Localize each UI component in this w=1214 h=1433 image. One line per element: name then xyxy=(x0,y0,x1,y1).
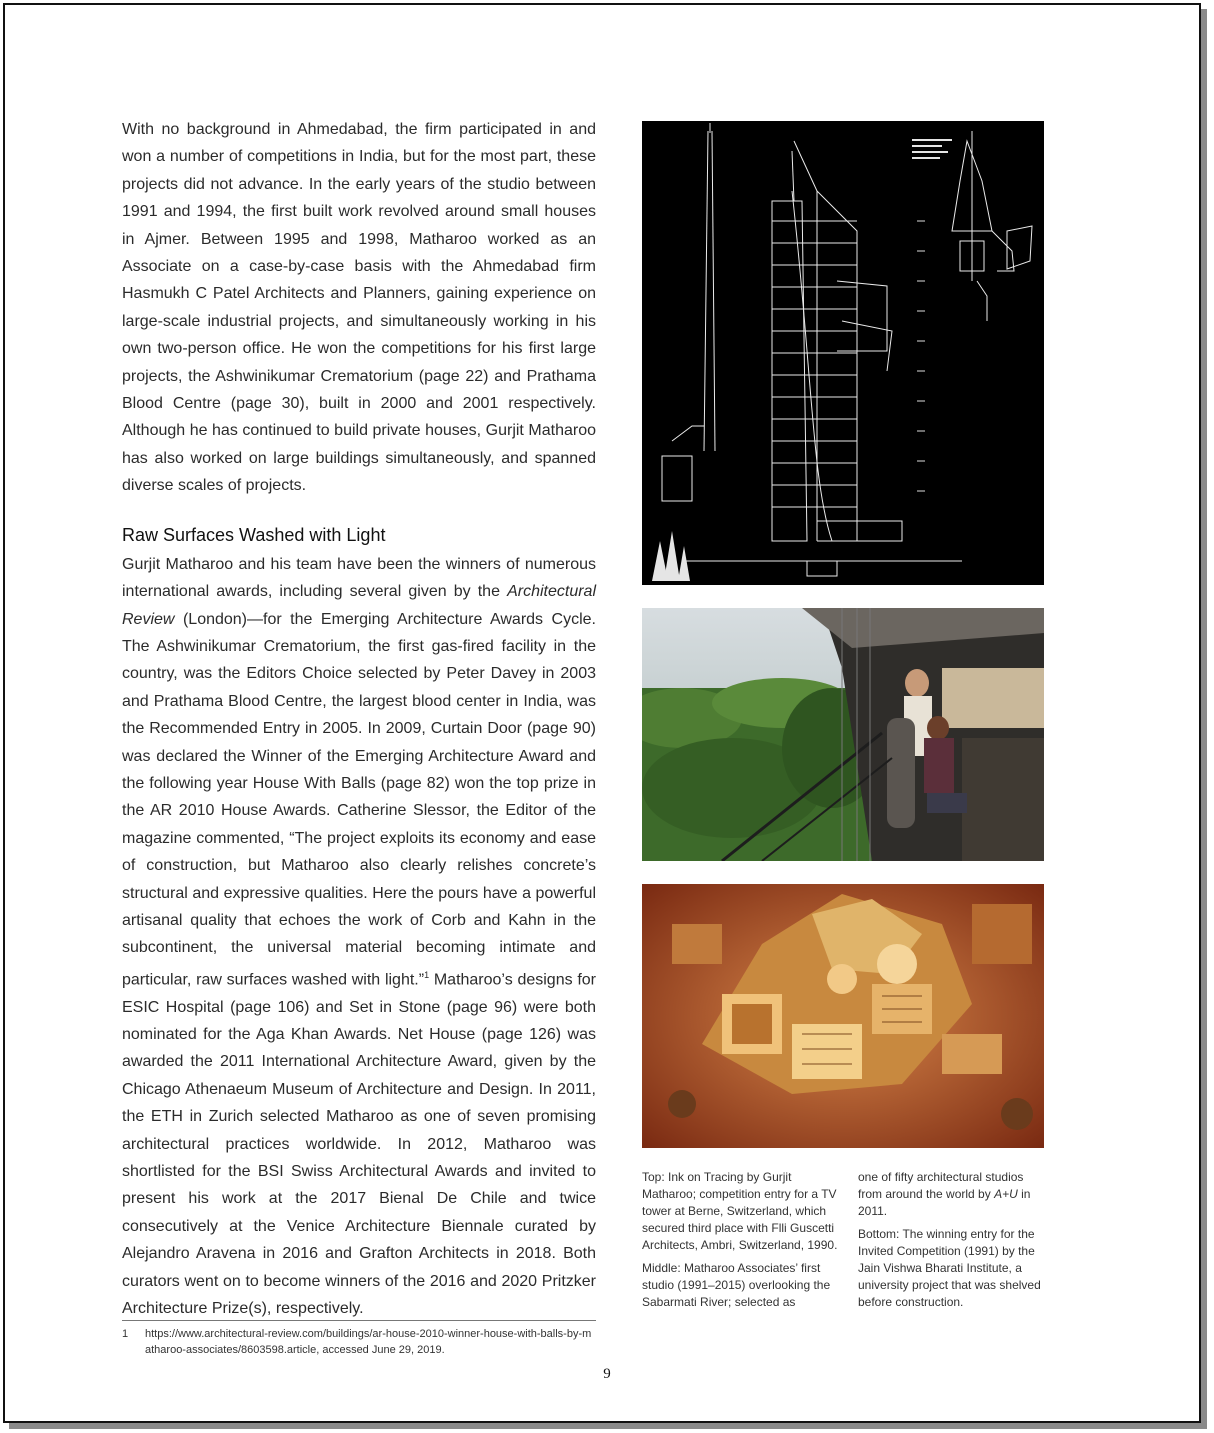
caption-column-left xyxy=(642,1169,842,1317)
footnote-text[interactable]: https://www.architectural-review.com/buildings/ar-house-2010-winner-house-with-balls-by-matharoo-associates/8603598.article, accessed June 29, 2019. xyxy=(145,1328,592,1356)
paragraph-2-part-c: Matharoo’s designs for ESIC Hospital (page 106) and Set in Stone (page 96) were both nominated for the Aga Khan Awards. Net House (page 126) was awarded the 2011 International Architecture Award, given by the Chicago Athenaeum Museum of Architecture and Design. In 2011, the ETH in Zurich selected Matharoo as one of seven promising architectural practices worldwide. In 2012, Matharoo was shortlisted for the BSI Swiss Architectural Awards and invited to present his work at the 2017 Bienal De Chile and twice consecutively at the Venice Architecture Biennale curated by Alejandro Aravena in 2016 and Grafton Architects in 2018. Both curators went on to become winners of the 2016 and 2020 Pritzker Architecture Prize(s), respectively. xyxy=(122,971,597,1317)
caption-middle-part-a: Middle: Matharoo Associates’ first studio (1991–2015) overlooking the Sabarmati River; selected as xyxy=(642,1261,831,1309)
body-paragraph-2 xyxy=(122,551,596,1323)
caption-top: Top: Ink on Tracing by Gurjit Matharoo; competition entry for a TV tower at Berne, Switzerland, which secured third place with Flli Guscetti Architects, Ambri, Switzerland, 1990. xyxy=(642,1170,838,1252)
body-paragraph-1: With no background in Ahmedabad, the firm participated in and won a number of competitions in India, but for the most part, these projects did not advance. In the early years of the studio between 1991 and 1994, the first built work revolved around small houses in Ajmer. Between 1995 and 1998, Matharoo worked as an Associate on a case-by-case basis with the Ahmedabad firm Hasmukh C Patel Architects and Planners, gaining experience on large-scale industrial projects, and simultaneously working in his own two-person office. He won the competitions for his first large projects, the Ashwinikumar Crematorium (page 22) and Prathama Blood Centre (page 30), built in 2000 and 2001 respectively. Although he has continued to build private houses, Gurjit Matharoo has also worked on large buildings simultaneously, and spanned diverse scales of projects. xyxy=(122,121,596,495)
studio-balcony-photo xyxy=(642,608,1044,861)
paragraph-2-part-b: (London)—for the Emerging Architecture Awards Cycle. The Ashwinikumar Crematorium, the first gas-fired facility in the country, was the Editors Choice selected by Peter Davey in 2003 and Prathama Blood Centre, the largest blood center in India, was the Recommended Entry in 2005. In 2009, Curtain Door (page 90) was declared the Winner of the Emerging Architecture Award and the following year House With Balls (page 82) won the top prize in the AR 2010 House Awards. Catherine Slessor, the Editor of the magazine commented, “The project exploits its economy and ease of construction, but Matharoo also clearly relishes concrete’s structural and expressive qualities. Here the pours have a powerful artisanal quality that echoes the work of Corb and Kahn in the subcontinent, the universal material becoming intimate and particular, raw surfaces washed with light.” xyxy=(122,610,596,989)
footnote xyxy=(122,1326,596,1358)
section-heading: Raw Surfaces Washed with Light xyxy=(122,524,386,545)
page-number: 9 xyxy=(603,1366,611,1382)
footnote-divider xyxy=(122,1320,596,1321)
paragraph-2-italic-title: Architectural Review xyxy=(122,583,596,628)
body-text-column xyxy=(122,116,596,1322)
footnote-number: 1 xyxy=(122,1328,129,1340)
caption-italic-publication: A+U xyxy=(994,1187,1018,1201)
tv-tower-drawing-image xyxy=(642,121,1044,585)
paragraph-2-part-a: Gurjit Matharoo and his team have been the winners of numerous international awards, including several given by the xyxy=(122,555,596,601)
caption-column-right xyxy=(858,1169,1050,1317)
caption-middle-continued xyxy=(858,1169,1050,1220)
caption-middle-continuation-text: one of fifty architectural studios from around the world by xyxy=(858,1170,1024,1201)
caption-bottom: Bottom: The winning entry for the Invited Competition (1991) by the Jain Vishwa Bharati Institute, a university project that was shelved before construction. xyxy=(858,1227,1041,1309)
caption-middle-part-b: in 2011. xyxy=(858,1187,1031,1218)
footnote-reference[interactable]: 1 xyxy=(424,969,430,980)
campus-model-photo xyxy=(642,884,1044,1148)
